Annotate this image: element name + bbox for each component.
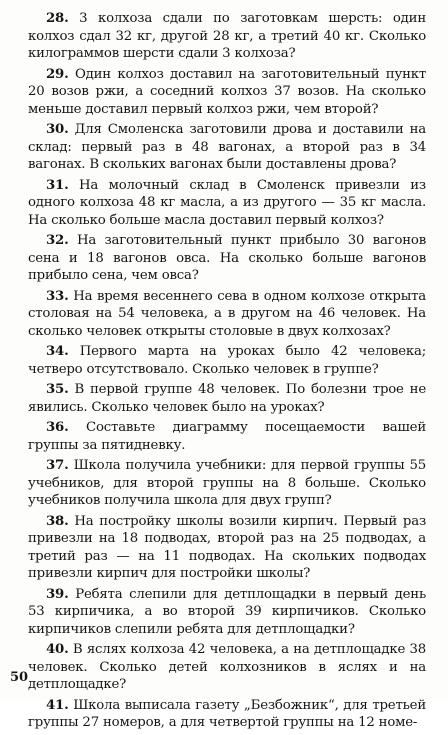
problem-text: Школа выписала газету „Безбожник“, для третьей группы 27 номеров, а для четвертой группы на 12 номе- <box>28 697 426 730</box>
problem-number: 28. <box>46 11 69 26</box>
problem-number: 39. <box>46 586 69 602</box>
problem-number: 32. <box>46 233 69 248</box>
problem-text: В первой группе 48 человек. По болезни трое не явились. Сколько человек было на уроках? <box>28 382 427 415</box>
problem-30 <box>28 121 426 174</box>
problem-number: 35. <box>46 382 69 397</box>
problem-31 <box>28 177 426 230</box>
problem-number: 33. <box>46 288 69 304</box>
problem-32 <box>28 232 426 285</box>
problem-number: 37. <box>46 458 69 473</box>
problem-text: Школа получила учебники: для первой группы 55 учебников, для второй группы на 8 больше. Сколько учебников получила школа для двух групп? <box>28 458 426 508</box>
problem-37 <box>28 457 426 510</box>
problem-36 <box>28 419 426 454</box>
problem-text: 3 колхоза сдали по заготовкам шерсть: один колхоз сдал 32 кг, другой 28 кг, а третий 40 кг. Сколько килограммов шерсти сдали 3 колхоза? <box>28 11 426 61</box>
problem-text: На постройку школы возили кирпич. Первый раз привезли на 18 подводах, второй раз на 25 подводах, а третий раз — на 11 подводах. На скольких подводах привезли кирпич для постройки школы? <box>28 513 426 581</box>
problem-39 <box>28 586 426 639</box>
problem-text: Составьте диаграмму посещаемости вашей группы за пятидневку. <box>28 420 427 453</box>
problem-34 <box>28 343 426 378</box>
problem-text: На заготовительный пункт прибыло 30 вагонов сена и 18 вагонов овса. На сколько больше вагонов прибыло сена, чем овса? <box>28 233 426 283</box>
problem-text: Первого марта на уроках было 42 человека; четверо отсутствовало. Сколько человек в группе? <box>28 344 426 377</box>
problem-text: В яслях колхоза 42 человека, а на детплощадке 38 человек. Сколько детей колхозников в яслях и на детплощадке? <box>28 642 426 692</box>
problem-text: На время весеннего сева в одном колхозе открыта столовая на 54 человека, а в другом на 46 человек. На сколько человек открыты столовые в двух колхозах? <box>28 288 427 339</box>
problem-number: 34. <box>46 344 69 359</box>
problem-number: 41. <box>46 697 69 713</box>
problem-number: 30. <box>46 122 69 137</box>
problem-35 <box>28 381 426 416</box>
problem-list <box>28 10 426 735</box>
problem-28 <box>28 10 426 63</box>
problem-text: На молочный склад в Смоленск привезли из одного колхоза 48 кг масла, а из другого — 35 кг масла. На сколько больше масла доставил первый колхоз? <box>28 177 426 228</box>
problem-number: 29. <box>46 66 69 82</box>
problem-text: Один колхоз доставил на заготовительный пункт 20 возов ржи, а соседний колхоз 37 возов. На сколько меньше доставил первый колхоз ржи, чем второй? <box>28 66 426 117</box>
problem-text: Для Смоленска заготовили дрова и доставили на склад: первый раз в 48 вагонах, а второй раз в 34 вагонах. В скольких вагонах были доставлены дрова? <box>28 122 426 172</box>
problem-41 <box>28 697 426 732</box>
problem-number: 40. <box>46 642 69 657</box>
page-number: 50 <box>10 670 29 685</box>
problem-text: Ребята слепили для детплощадки в первый день 53 кирпичика, а во второй 39 кирпичиков. Сколько кирпичиков слепили ребята для детплощадки? <box>28 586 426 637</box>
problem-number: 38. <box>46 513 69 529</box>
problem-33 <box>28 288 426 341</box>
problem-number: 31. <box>46 177 69 193</box>
problem-40 <box>28 641 426 694</box>
problem-number: 36. <box>46 420 69 435</box>
problem-29 <box>28 66 426 119</box>
problem-38 <box>28 513 426 583</box>
